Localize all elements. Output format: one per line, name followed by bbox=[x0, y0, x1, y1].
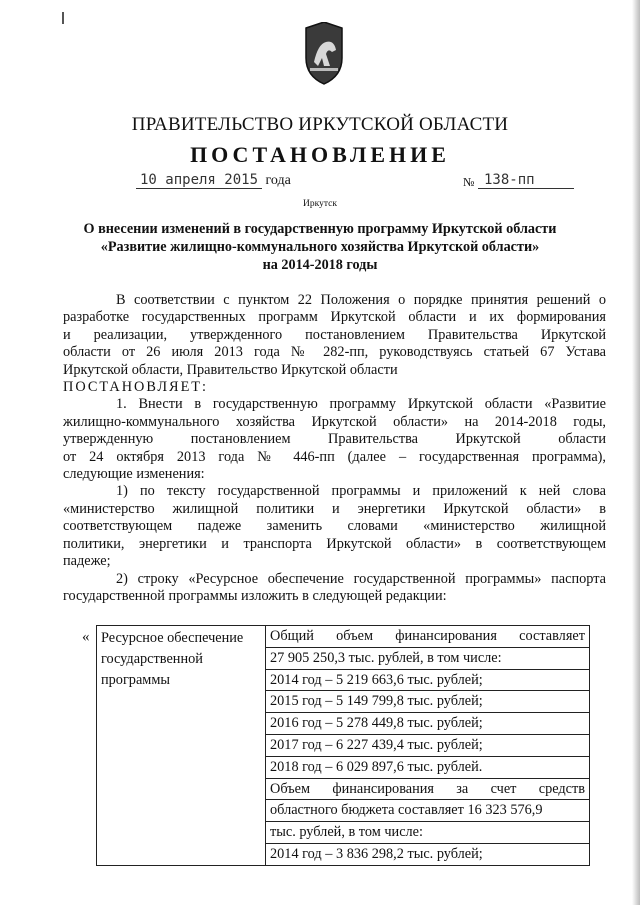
title-line: на 2014-2018 годы bbox=[262, 257, 378, 273]
body-line: 2) строку «Ресурсное обеспечение государственной программы» паспорта bbox=[116, 570, 606, 587]
body-line: 1. Внести в государственную программу Иркутской области «Развитие bbox=[116, 396, 606, 413]
title-line: «Развитие жилищно-коммунального хозяйства Иркутской области» bbox=[100, 239, 540, 255]
body-line: следующие изменения: bbox=[63, 466, 205, 483]
open-quote: « bbox=[82, 629, 90, 645]
document-date bbox=[136, 172, 291, 189]
document-body bbox=[63, 292, 606, 605]
city-name: Иркутск bbox=[303, 199, 337, 209]
cell-line: Общий объем финансирования составляет bbox=[266, 626, 589, 648]
table-cell-label bbox=[97, 626, 266, 866]
cell-line: 2017 год – 6 227 439,4 тыс. рублей; bbox=[266, 735, 589, 757]
scan-edge-shadow bbox=[632, 0, 640, 905]
body-line: утвержденную постановлением Правительства Иркутской области bbox=[63, 431, 606, 448]
resolves-heading: ПОСТАНОВЛЯЕТ: bbox=[63, 379, 209, 396]
document-number: 138-пп bbox=[478, 172, 574, 189]
coat-of-arms-icon bbox=[300, 22, 348, 86]
body-line: от 24 октября 2013 года № 446-пп (далее – государственная программа), bbox=[63, 448, 606, 465]
resource-table bbox=[96, 625, 590, 866]
body-line: «министерство жилищной политики и энергетики Иркутской области» в bbox=[63, 500, 606, 517]
government-name: ПРАВИТЕЛЬСТВО ИРКУТСКОЙ ОБЛАСТИ bbox=[131, 114, 509, 135]
body-line: 1) по тексту государственной программы и приложений к ней слова bbox=[116, 483, 606, 500]
body-line: разработке государственных программ Иркутской области и их формирования bbox=[63, 309, 606, 326]
body-line: области от 26 июля 2013 года № 282-пп, руководствуясь статьей 67 Устава bbox=[63, 344, 606, 361]
cell-line: Ресурсное обеспечение bbox=[101, 630, 244, 646]
cell-line: областного бюджета составляет 16 323 576,9 bbox=[266, 800, 589, 822]
cell-line: 2014 год – 3 836 298,2 тыс. рублей; bbox=[270, 845, 483, 862]
body-line: Иркутской области, Правительство Иркутской области bbox=[63, 361, 398, 378]
body-line: падеже; bbox=[63, 553, 111, 570]
body-line: В соответствии с пунктом 22 Положения о порядке принятия решений о bbox=[116, 292, 606, 308]
body-line: политики, энергетики и транспорта Иркутской области» в соответствующем bbox=[63, 535, 606, 552]
cell-line: Объем финансирования за счет средств bbox=[266, 779, 589, 801]
body-line: и реализации, утвержденного постановлением Правительства Иркутской bbox=[63, 326, 606, 343]
body-line: государственной программы изложить в следующей редакции: bbox=[63, 587, 447, 604]
table-row bbox=[97, 626, 590, 866]
cell-line: 27 905 250,3 тыс. рублей, в том числе: bbox=[266, 648, 589, 670]
body-line: соответствующем падеже заменить словами «министерство жилищной bbox=[63, 518, 606, 535]
body-line: жилищно-коммунального хозяйства Иркутской области» на 2014-2018 годы, bbox=[63, 413, 606, 430]
cell-line: программы bbox=[101, 671, 171, 688]
document-type: ПОСТАНОВЛЕНИЕ bbox=[190, 142, 450, 167]
document-title bbox=[70, 220, 570, 274]
title-line: О внесении изменений в государственную программу Иркутской области bbox=[83, 221, 557, 237]
date-handwritten: 10 апреля 2015 bbox=[136, 172, 262, 189]
date-suffix: года bbox=[265, 173, 291, 188]
cell-line: 2018 год – 6 029 897,6 тыс. рублей. bbox=[266, 757, 589, 779]
cell-line: государственной bbox=[101, 650, 203, 667]
cell-line: 2014 год – 5 219 663,6 тыс. рублей; bbox=[266, 670, 589, 692]
scan-mark bbox=[62, 12, 64, 24]
cell-line: 2016 год – 5 278 449,8 тыс. рублей; bbox=[266, 713, 589, 735]
table-cell-value bbox=[266, 626, 590, 866]
number-label: № bbox=[463, 175, 475, 189]
cell-line: тыс. рублей, в том числе: bbox=[266, 822, 589, 844]
cell-line: 2015 год – 5 149 799,8 тыс. рублей; bbox=[266, 691, 589, 713]
